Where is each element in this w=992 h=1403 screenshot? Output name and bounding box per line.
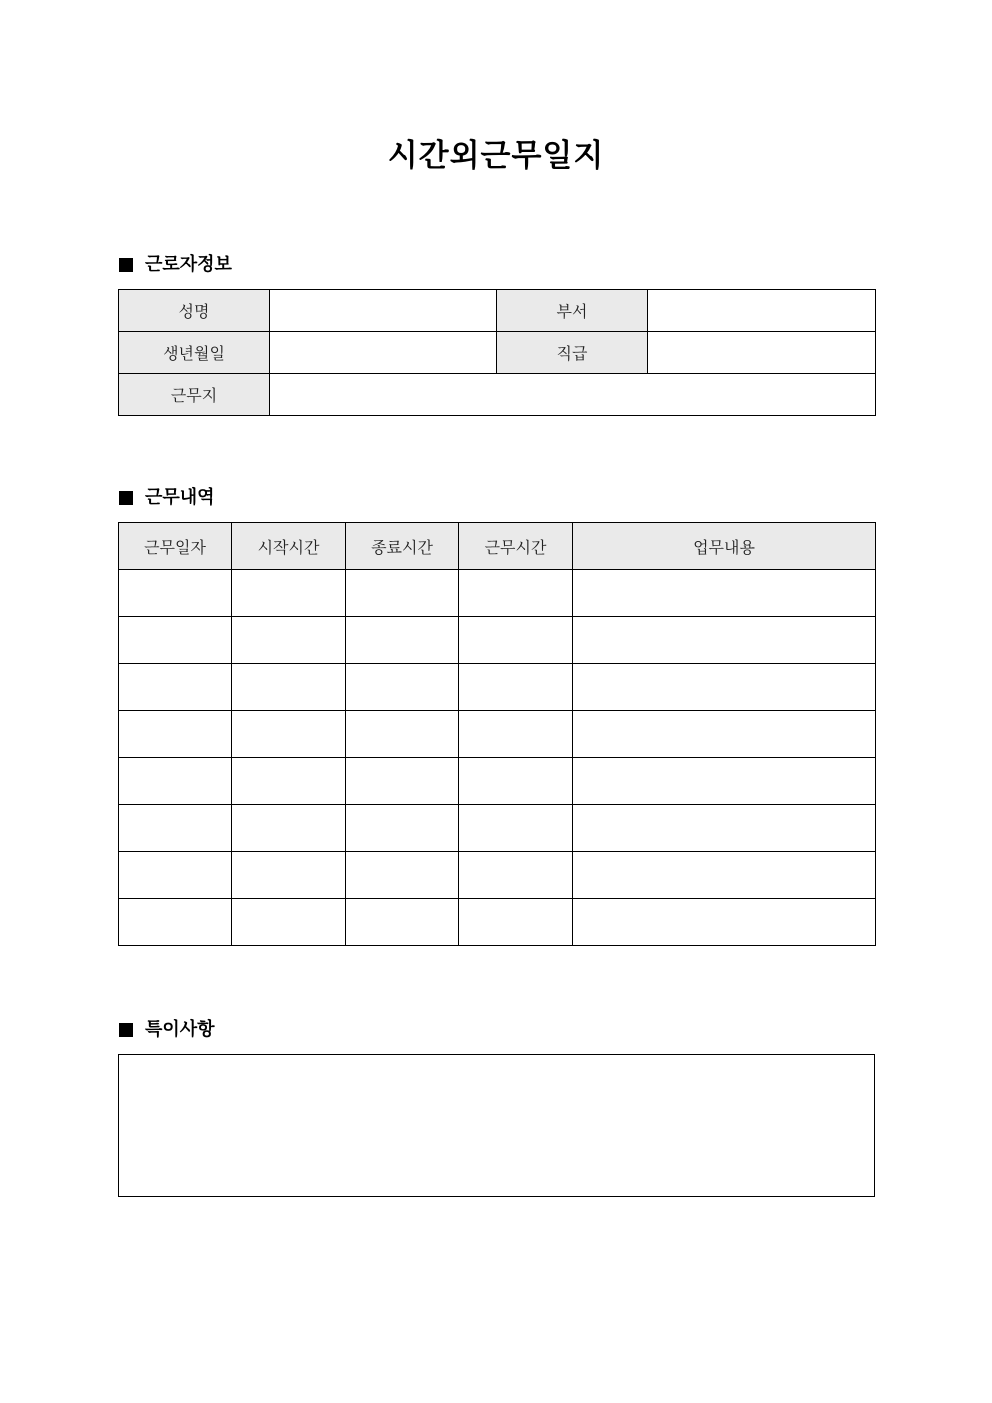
work-content-cell[interactable]	[573, 711, 876, 758]
end-time-cell[interactable]	[346, 852, 459, 899]
table-row	[119, 758, 876, 805]
start-time-cell[interactable]	[232, 852, 346, 899]
square-bullet-icon	[119, 1023, 133, 1037]
section-work-history-label: 근무내역	[145, 487, 215, 508]
table-row	[119, 711, 876, 758]
notes-field[interactable]	[118, 1054, 875, 1197]
work-hours-cell[interactable]	[459, 664, 573, 711]
start-time-cell[interactable]	[232, 617, 346, 664]
workplace-label: 근무지	[119, 374, 270, 416]
table-row	[119, 374, 876, 416]
name-field[interactable]	[270, 290, 497, 332]
square-bullet-icon	[119, 491, 133, 505]
end-time-cell[interactable]	[346, 711, 459, 758]
end-time-cell[interactable]	[346, 758, 459, 805]
name-label: 성명	[119, 290, 270, 332]
start-time-cell[interactable]	[232, 570, 346, 617]
table-row	[119, 290, 876, 332]
work-hours-cell[interactable]	[459, 805, 573, 852]
birthdate-label: 생년월일	[119, 332, 270, 374]
department-field[interactable]	[648, 290, 876, 332]
end-time-cell[interactable]	[346, 617, 459, 664]
table-row	[119, 899, 876, 946]
work-date-cell[interactable]	[119, 899, 232, 946]
header-work-content: 업무내용	[573, 523, 876, 570]
table-row	[119, 332, 876, 374]
work-date-cell[interactable]	[119, 664, 232, 711]
work-date-cell[interactable]	[119, 758, 232, 805]
work-content-cell[interactable]	[573, 899, 876, 946]
section-worker-info	[119, 253, 232, 277]
header-work-date: 근무일자	[119, 523, 232, 570]
work-history-table	[118, 522, 876, 946]
work-date-cell[interactable]	[119, 711, 232, 758]
department-label: 부서	[497, 290, 648, 332]
work-content-cell[interactable]	[573, 805, 876, 852]
work-hours-cell[interactable]	[459, 570, 573, 617]
work-content-cell[interactable]	[573, 664, 876, 711]
work-hours-cell[interactable]	[459, 711, 573, 758]
work-hours-cell[interactable]	[459, 617, 573, 664]
birthdate-field[interactable]	[270, 332, 497, 374]
workplace-field[interactable]	[270, 374, 876, 416]
work-date-cell[interactable]	[119, 617, 232, 664]
work-content-cell[interactable]	[573, 617, 876, 664]
start-time-cell[interactable]	[232, 758, 346, 805]
end-time-cell[interactable]	[346, 805, 459, 852]
start-time-cell[interactable]	[232, 805, 346, 852]
page-title: 시간외근무일지	[387, 138, 605, 174]
work-date-cell[interactable]	[119, 852, 232, 899]
header-end-time: 종료시간	[346, 523, 459, 570]
table-row	[119, 852, 876, 899]
start-time-cell[interactable]	[232, 899, 346, 946]
work-content-cell[interactable]	[573, 758, 876, 805]
table-header-row	[119, 523, 876, 570]
work-content-cell[interactable]	[573, 852, 876, 899]
section-work-history	[119, 486, 215, 510]
square-bullet-icon	[119, 258, 133, 272]
table-row	[119, 617, 876, 664]
work-hours-cell[interactable]	[459, 758, 573, 805]
work-hours-cell[interactable]	[459, 899, 573, 946]
end-time-cell[interactable]	[346, 664, 459, 711]
work-content-cell[interactable]	[573, 570, 876, 617]
start-time-cell[interactable]	[232, 711, 346, 758]
start-time-cell[interactable]	[232, 664, 346, 711]
header-start-time: 시작시간	[232, 523, 346, 570]
end-time-cell[interactable]	[346, 570, 459, 617]
position-label: 직급	[497, 332, 648, 374]
work-date-cell[interactable]	[119, 805, 232, 852]
position-field[interactable]	[648, 332, 876, 374]
end-time-cell[interactable]	[346, 899, 459, 946]
section-notes	[119, 1018, 215, 1042]
section-worker-info-label: 근로자정보	[145, 254, 232, 275]
work-hours-cell[interactable]	[459, 852, 573, 899]
table-row	[119, 570, 876, 617]
header-work-hours: 근무시간	[459, 523, 573, 570]
worker-info-table	[118, 289, 876, 416]
table-row	[119, 664, 876, 711]
table-row	[119, 805, 876, 852]
section-notes-label: 특이사항	[145, 1019, 215, 1040]
work-date-cell[interactable]	[119, 570, 232, 617]
